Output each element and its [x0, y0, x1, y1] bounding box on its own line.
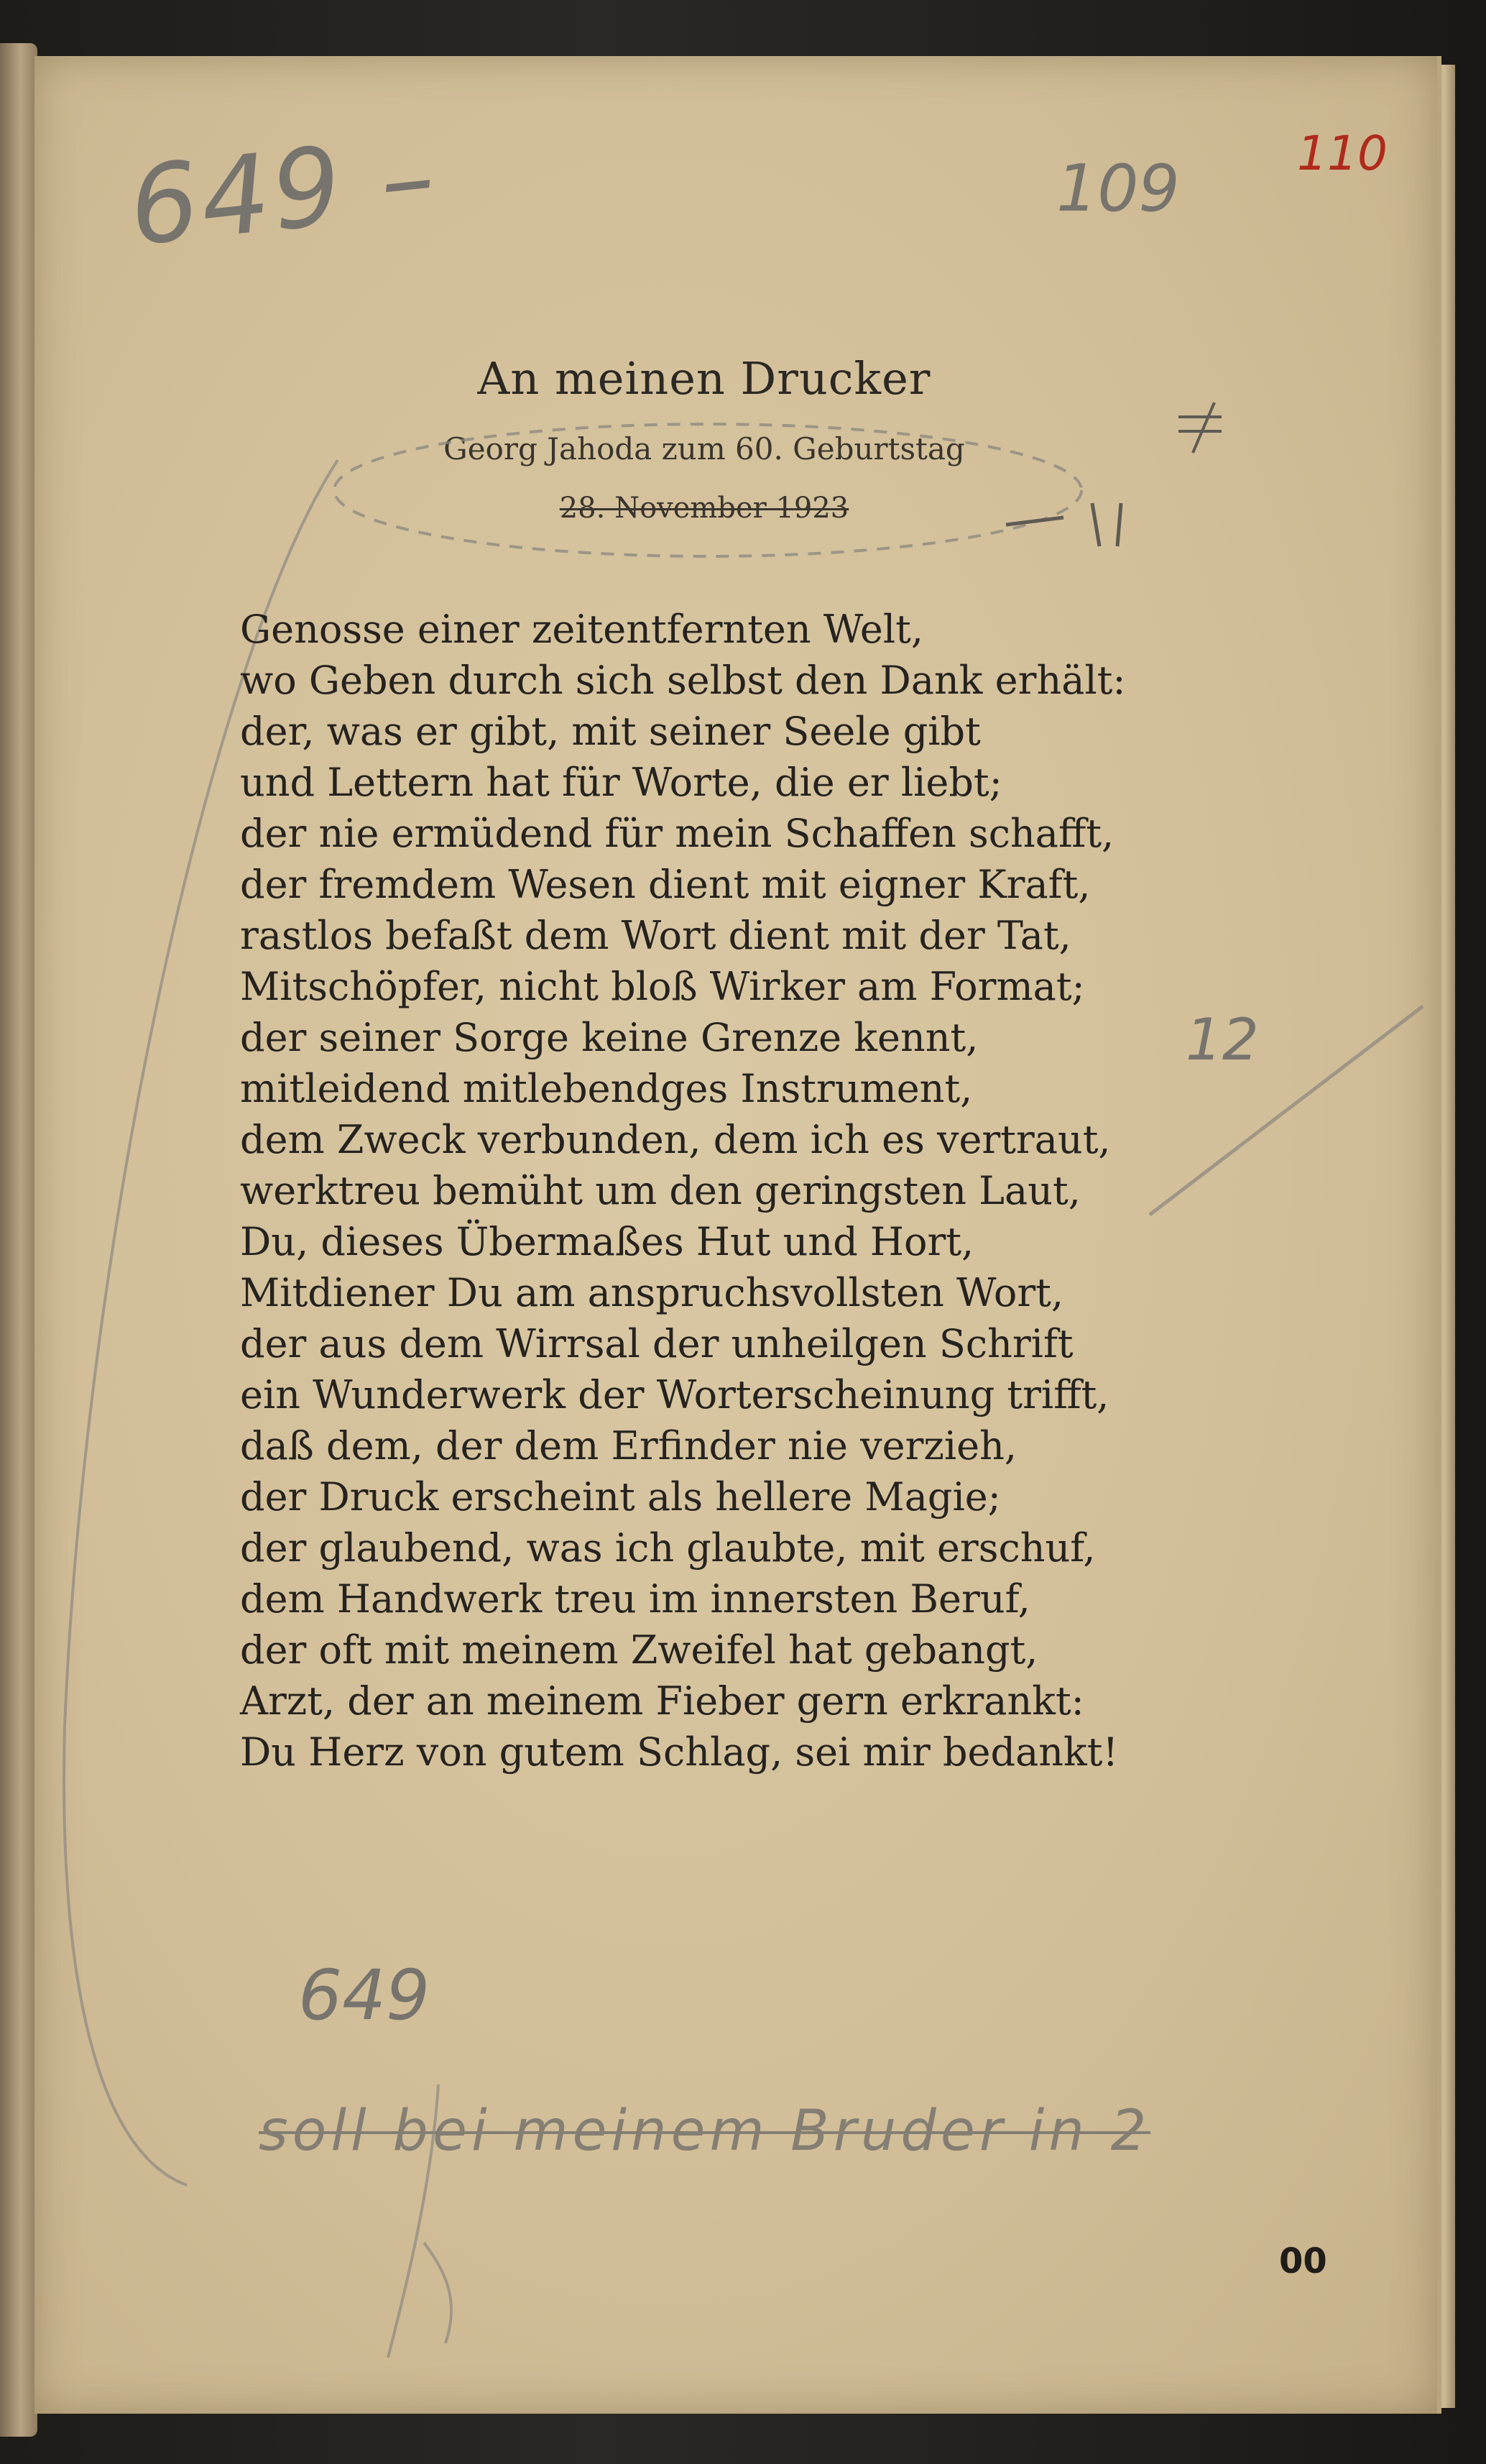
poem-line: dem Zweck verbunden, dem ich es vertraut, — [240, 1117, 1111, 1162]
poem-line: der fremdem Wesen dient mit eigner Kraft, — [240, 862, 1091, 907]
poem-line: werktreu bemüht um den geringsten Laut, — [240, 1168, 1081, 1213]
poem-line: der, was er gibt, mit seiner Seele gibt — [240, 709, 981, 754]
pencil-oval — [334, 424, 1081, 556]
printed-folio-number: 00 — [1279, 2241, 1327, 2281]
poem-line: der nie ermüdend für mein Schaffen schafft, — [240, 811, 1114, 856]
handwritten-red-folio-number: 110 — [1297, 126, 1388, 181]
poem-date-text: 28. November 1923 — [559, 492, 849, 525]
poem-line: dem Handwerk treu im innersten Beruf, — [240, 1576, 1030, 1622]
poem-line: Du, dieses Übermaßes Hut und Hort, — [240, 1219, 974, 1264]
poem-line: daß dem, der dem Erfinder nie verzieh, — [240, 1423, 1017, 1468]
poem-line: Mitdiener Du am anspruchsvollsten Wort, — [240, 1270, 1064, 1315]
handwritten-side-mark: 12 — [1186, 1006, 1259, 1073]
poem-body — [240, 604, 1246, 1778]
poem-line: Du Herz von gutem Schlag, sei mir bedankt! — [240, 1729, 1119, 1775]
poem-line: Genosse einer zeitentfernten Welt, — [240, 607, 924, 652]
handwritten-lower-number: 649 — [298, 1955, 430, 2036]
poem-line: mitleidend mitlebendges Instrument, — [240, 1066, 973, 1111]
poem-line: wo Geben durch sich selbst den Dank erhält: — [240, 658, 1126, 703]
poem-line: und Lettern hat für Worte, die er liebt; — [240, 760, 1002, 805]
poem-line: der glaubend, was ich glaubte, mit erschuf, — [240, 1525, 1096, 1571]
poem-line: der Druck erscheint als hellere Magie; — [240, 1474, 1001, 1520]
poem-line: Arzt, der an meinem Fieber gern erkrankt: — [240, 1678, 1084, 1724]
pencil-symbol — [1178, 403, 1222, 453]
pencil-bottom-mark — [388, 2084, 451, 2358]
handwritten-top-right-number: 109 — [1056, 151, 1180, 226]
poem-line: Mitschöpfer, nicht bloß Wirker am Format; — [240, 964, 1085, 1009]
poem-line: ein Wunderwerk der Worterscheinung trifft, — [240, 1372, 1109, 1417]
poem-dedication: Georg Jahoda zum 60. Geburtstag — [443, 431, 965, 466]
poem-line: rastlos befaßt dem Wort dient mit der Tat, — [240, 913, 1071, 958]
poem-line: der oft mit meinem Zweifel hat gebangt, — [240, 1627, 1038, 1673]
poem-line: der aus dem Wirrsal der unheilgen Schrift — [240, 1321, 1074, 1366]
handwritten-top-left-number: 649 – — [124, 114, 443, 270]
poem-line: der seiner Sorge keine Grenze kennt, — [240, 1015, 979, 1060]
handwritten-bottom-scribble: soll bei meinem Bruder in 2 — [259, 2099, 1151, 2164]
poem-title: An meinen Drucker — [477, 352, 931, 405]
